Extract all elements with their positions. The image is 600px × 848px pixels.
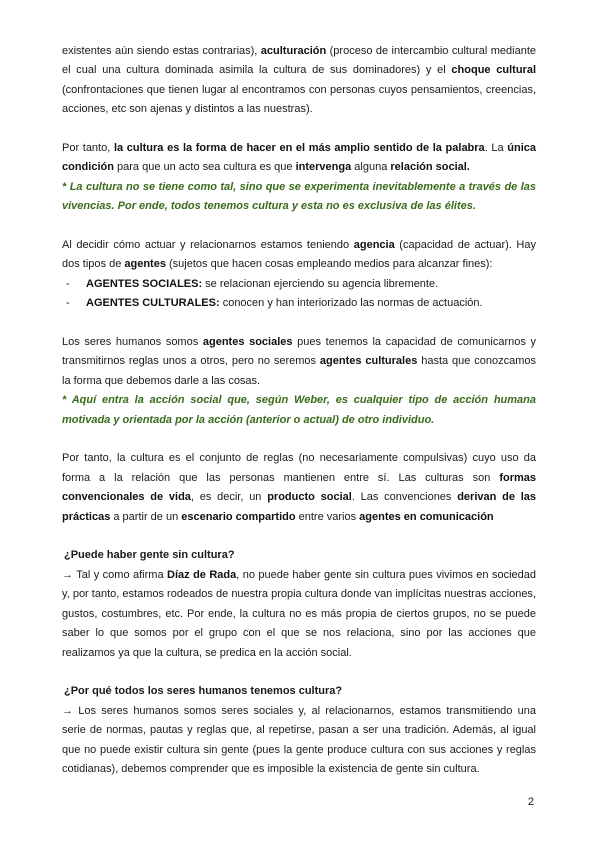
answer-paragraph: → Los seres humanos somos seres sociales y, al relacionarnos, estamos transmitiendo una serie de normas, pautas y reglas que, al repetirse, pasan a ser una tradición. Además, al igual que no puede existir cultura sin gente (pues la gente produce cultura con sus acciones y reglas cotidianas), debemos comprender que es imposible la existencia de gente sin cultura.	[62, 704, 536, 775]
question-heading: ¿Por qué todos los seres humanos tenemos cultura?	[64, 685, 343, 698]
agent-types-list	[62, 275, 536, 314]
note-culture-experienced: * La cultura no se tiene como tal, sino que se experimenta inevitablemente a través de las vivencias. Por ende, todos tenemos cultura y esta no es exclusiva de las élites.	[62, 180, 536, 213]
paragraph-culture-definition	[62, 139, 536, 178]
text: Por tanto, la cultura es el conjunto de reglas (no necesariamente compulsivas) cuyo uso da forma a la relación que las personas mantienen entre sí. Las culturas son	[62, 452, 536, 484]
text: conocen y han interiorizado las normas de actuación.	[219, 297, 483, 310]
paragraph-rules	[62, 449, 536, 527]
question-heading: ¿Puede haber gente sin cultura?	[64, 549, 235, 562]
term-agentes-culturales: agentes culturales	[319, 355, 418, 368]
page-number: 2	[527, 796, 534, 808]
term-culture-form: la cultura es la forma de hacer en el más amplio sentido de la palabra	[113, 142, 485, 155]
text: para que un acto sea cultura es que	[113, 161, 296, 174]
term-intervenga: intervenga	[295, 161, 352, 174]
text: , no puede haber gente sin cultura pues vivimos en sociedad y, por tanto, estamos rodeados de nuestra propia cultura donde van implícitas nuestras acciones, gustos, costumbres, etc. Por ende, la cultura no es más propia de ciertos grupos, no se puede saber lo que somos por el grupo con el que se nos relaciona, sino por las acciones que realizamos ya que la cultura, se predica en la acción social.	[62, 568, 537, 659]
term-relacion-social: relación social.	[390, 161, 470, 174]
term-diaz-de-rada: Díaz de Rada	[167, 568, 237, 581]
text: . Las convenciones	[351, 491, 458, 504]
text: → Tal y como afirma	[62, 568, 168, 581]
term-producto-social: producto social	[267, 491, 352, 504]
text: (proceso de intercambio cultural mediante el cual una cultura dominada asimila la cultura de sus dominadores) y el	[62, 45, 536, 77]
text: se relacionan ejerciendo su agencia libremente.	[202, 277, 439, 290]
paragraph-social-agents	[62, 333, 536, 391]
term-agentes-sociales: AGENTES SOCIALES:	[86, 277, 203, 290]
term-agentes-sociales: agentes sociales	[202, 336, 293, 349]
text: alguna	[351, 161, 391, 174]
text: a partir de un	[110, 510, 182, 523]
term-unica-condicion: única condición	[62, 142, 536, 174]
term-derivan-practicas: derivan de las prácticas	[62, 491, 536, 523]
text: (confrontaciones que tienen lugar al encontramos con personas cuyos pensamientos, creencias, acciones, etc son ajenas y distintos a las nuestras).	[62, 83, 536, 116]
text: . La	[484, 142, 508, 155]
term-formas-convencionales: formas convencionales de vida	[62, 471, 536, 504]
term-agentes: agentes	[124, 258, 166, 271]
note-weber: * Aquí entra la acción social que, según Weber, es cualquier tipo de acción humana motivada y orientada por la acción (anterior o actual) de otro individuo.	[62, 394, 536, 426]
text: existentes aún siendo estas contrarias),	[62, 45, 261, 57]
text: Los seres humanos somos	[62, 336, 203, 349]
term-agencia: agencia	[353, 239, 395, 252]
text: pues tenemos la capacidad de comunicarnos y transmitirnos reglas unos a otros, pero no seremos	[62, 336, 536, 368]
answer-paragraph	[62, 566, 536, 663]
text: , es decir, un	[190, 491, 268, 504]
paragraph-agency	[62, 236, 536, 275]
term-aculturacion: aculturación	[260, 45, 327, 57]
list-item	[62, 294, 536, 313]
term-escenario-compartido: escenario compartido	[181, 510, 296, 523]
text: (sujetos que hacen cosas empleando medios para alcanzar fines):	[165, 258, 493, 271]
term-agentes-culturales: AGENTES CULTURALES:	[86, 297, 220, 310]
text: hasta que conozcamos la forma que debemos darle a las cosas.	[62, 355, 536, 387]
term-agentes-comunicacion: agentes en comunicación	[359, 510, 494, 523]
list-item	[62, 275, 536, 294]
term-choque-cultural: choque cultural	[451, 64, 536, 77]
dash-bullet: -	[66, 277, 70, 290]
text: entre varios	[295, 510, 360, 523]
text: Por tanto,	[62, 142, 114, 155]
text: (capacidad de actuar). Hay dos tipos de	[62, 239, 536, 271]
text: Al decidir cómo actuar y relacionarnos estamos teniendo	[62, 239, 354, 252]
paragraph-acculturation	[62, 42, 536, 120]
document-page	[62, 42, 536, 779]
dash-bullet: -	[66, 297, 70, 310]
